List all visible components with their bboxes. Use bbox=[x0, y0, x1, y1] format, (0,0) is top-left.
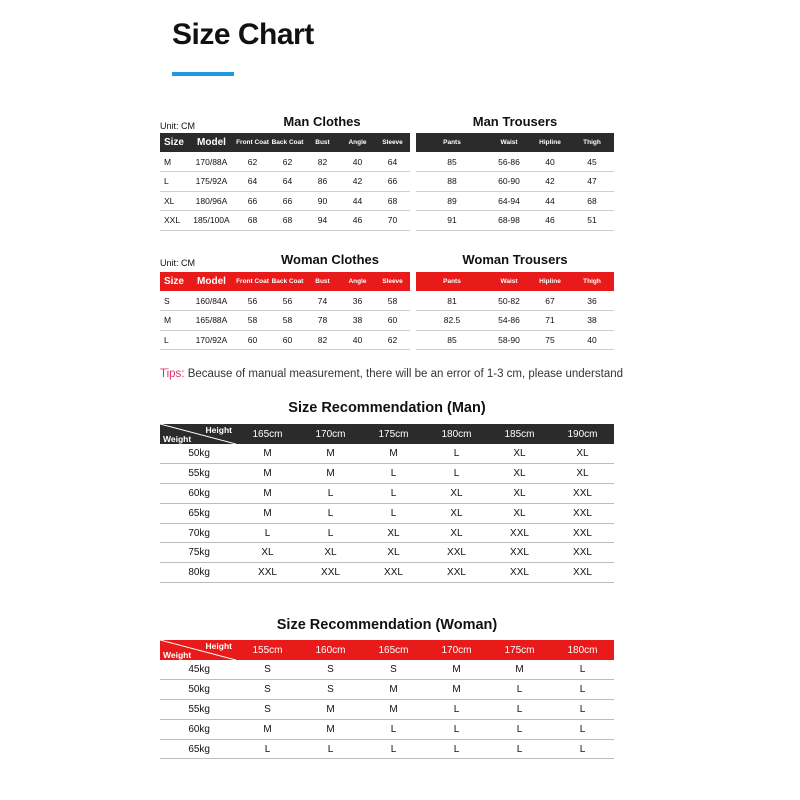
size-cell: M bbox=[362, 680, 425, 700]
table-cell: 42 bbox=[530, 172, 570, 192]
size-cell: XXL bbox=[551, 503, 614, 523]
table-cell: 64-94 bbox=[488, 191, 530, 211]
column-header: Pants bbox=[416, 133, 488, 152]
size-cell: L bbox=[425, 700, 488, 720]
size-cell: M bbox=[362, 700, 425, 720]
size-cell: M bbox=[362, 444, 425, 464]
table-cell: 68 bbox=[235, 211, 270, 231]
size-cell: L bbox=[488, 680, 551, 700]
table-cell: 58 bbox=[235, 311, 270, 331]
table-cell: 46 bbox=[530, 211, 570, 231]
table-row bbox=[416, 152, 614, 172]
column-header: Front Coat bbox=[235, 133, 270, 152]
size-cell: L bbox=[425, 719, 488, 739]
table-header-row bbox=[160, 640, 614, 660]
weight-label: Weight bbox=[163, 434, 192, 444]
column-header: Hipline bbox=[530, 272, 570, 291]
weight-cell: 60kg bbox=[160, 484, 236, 504]
column-header: Back Coat bbox=[270, 272, 305, 291]
table-row bbox=[160, 719, 614, 739]
table-row bbox=[160, 444, 614, 464]
table-row bbox=[160, 700, 614, 720]
weight-cell: 65kg bbox=[160, 739, 236, 759]
size-cell: XL bbox=[488, 444, 551, 464]
height-header: 165cm bbox=[362, 640, 425, 660]
size-cell: L bbox=[236, 739, 299, 759]
table-cell: 85 bbox=[416, 330, 488, 350]
size-cell: M bbox=[425, 680, 488, 700]
size-cell: L bbox=[551, 739, 614, 759]
woman-clothes-table bbox=[160, 272, 410, 350]
size-cell: M bbox=[236, 719, 299, 739]
table-cell: 60 bbox=[235, 330, 270, 350]
table-cell: 62 bbox=[375, 330, 410, 350]
size-cell: L bbox=[362, 503, 425, 523]
column-header: Angle bbox=[340, 272, 375, 291]
size-cell: M bbox=[299, 700, 362, 720]
height-header: 180cm bbox=[551, 640, 614, 660]
table-cell: 180/96A bbox=[188, 191, 235, 211]
tips-text: Because of manual measurement, there will be an error of 1-3 cm, please understand bbox=[184, 368, 624, 380]
size-cell: M bbox=[425, 660, 488, 680]
size-cell: L bbox=[425, 464, 488, 484]
size-cell: L bbox=[488, 700, 551, 720]
size-cell: S bbox=[236, 660, 299, 680]
column-header: Waist bbox=[488, 133, 530, 152]
table-cell: S bbox=[160, 291, 188, 311]
rec-woman-title: Size Recommendation (Woman) bbox=[276, 617, 498, 633]
table-cell: 40 bbox=[530, 152, 570, 172]
weight-cell: 55kg bbox=[160, 464, 236, 484]
size-cell: XL bbox=[425, 484, 488, 504]
size-cell: L bbox=[425, 444, 488, 464]
tips-label: Tips: bbox=[160, 368, 185, 380]
table-cell: 91 bbox=[416, 211, 488, 231]
height-weight-corner bbox=[160, 640, 236, 660]
table-row bbox=[160, 680, 614, 700]
column-header: Angle bbox=[340, 133, 375, 152]
table-row bbox=[160, 484, 614, 504]
size-cell: S bbox=[236, 680, 299, 700]
table-cell: 46 bbox=[340, 211, 375, 231]
weight-cell: 70kg bbox=[160, 523, 236, 543]
size-cell: XL bbox=[362, 543, 425, 563]
height-header: 175cm bbox=[362, 424, 425, 444]
column-header: Front Coat bbox=[235, 272, 270, 291]
table-cell: XL bbox=[160, 191, 188, 211]
size-cell: XXL bbox=[236, 563, 299, 583]
table-cell: 165/88A bbox=[188, 311, 235, 331]
table-cell: L bbox=[160, 172, 188, 192]
table-cell: 40 bbox=[570, 330, 614, 350]
table-cell: 36 bbox=[340, 291, 375, 311]
table-cell: 60-90 bbox=[488, 172, 530, 192]
table-cell: 170/92A bbox=[188, 330, 235, 350]
column-header: Bust bbox=[305, 272, 340, 291]
size-cell: XL bbox=[488, 484, 551, 504]
size-cell: L bbox=[362, 719, 425, 739]
table-cell: 64 bbox=[235, 172, 270, 192]
table-cell: 56-86 bbox=[488, 152, 530, 172]
table-row bbox=[160, 523, 614, 543]
table-row bbox=[416, 330, 614, 350]
size-cell: M bbox=[488, 660, 551, 680]
size-cell: XL bbox=[236, 543, 299, 563]
height-label: Height bbox=[205, 425, 232, 435]
size-cell: XXL bbox=[362, 563, 425, 583]
weight-cell: 60kg bbox=[160, 719, 236, 739]
table-cell: 56 bbox=[270, 291, 305, 311]
size-cell: XL bbox=[425, 503, 488, 523]
size-cell: L bbox=[551, 660, 614, 680]
table-cell: 75 bbox=[530, 330, 570, 350]
table-row bbox=[160, 739, 614, 759]
table-row bbox=[160, 291, 410, 311]
size-cell: M bbox=[236, 484, 299, 504]
height-header: 180cm bbox=[425, 424, 488, 444]
table-row bbox=[160, 503, 614, 523]
man-clothes-table bbox=[160, 133, 410, 231]
table-cell: 40 bbox=[340, 152, 375, 172]
rec-man-table bbox=[160, 424, 614, 583]
table-row bbox=[416, 191, 614, 211]
size-cell: XXL bbox=[488, 523, 551, 543]
size-cell: M bbox=[236, 503, 299, 523]
table-row bbox=[160, 152, 410, 172]
column-header: Hipline bbox=[530, 133, 570, 152]
column-header: Thigh bbox=[570, 133, 614, 152]
weight-cell: 50kg bbox=[160, 680, 236, 700]
table-cell: 56 bbox=[235, 291, 270, 311]
table-row bbox=[160, 172, 410, 192]
table-cell: 60 bbox=[375, 311, 410, 331]
table-header-row bbox=[416, 272, 614, 291]
table-cell: 78 bbox=[305, 311, 340, 331]
rec-man-title: Size Recommendation (Man) bbox=[288, 400, 486, 416]
table-cell: 44 bbox=[530, 191, 570, 211]
table-cell: 60 bbox=[270, 330, 305, 350]
table-cell: 64 bbox=[270, 172, 305, 192]
size-cell: L bbox=[236, 523, 299, 543]
table-cell: 68 bbox=[570, 191, 614, 211]
table-cell: 175/92A bbox=[188, 172, 235, 192]
size-cell: XL bbox=[362, 523, 425, 543]
column-header: Bust bbox=[305, 133, 340, 152]
table-cell: 82 bbox=[305, 330, 340, 350]
table-cell: 62 bbox=[235, 152, 270, 172]
unit-label-woman: Unit: CM bbox=[160, 258, 196, 268]
table-cell: 44 bbox=[340, 191, 375, 211]
table-header-row bbox=[160, 272, 410, 291]
size-cell: XXL bbox=[488, 543, 551, 563]
table-row bbox=[416, 211, 614, 231]
table-cell: 70 bbox=[375, 211, 410, 231]
size-cell: XL bbox=[299, 543, 362, 563]
table-cell: 85 bbox=[416, 152, 488, 172]
height-header: 190cm bbox=[551, 424, 614, 444]
table-row bbox=[160, 660, 614, 680]
size-cell: L bbox=[551, 700, 614, 720]
woman-clothes-title: Woman Clothes bbox=[281, 252, 379, 267]
table-row bbox=[416, 291, 614, 311]
height-header: 170cm bbox=[299, 424, 362, 444]
table-cell: 58 bbox=[375, 291, 410, 311]
size-cell: XL bbox=[551, 444, 614, 464]
rec-woman-table bbox=[160, 640, 614, 759]
column-header: Pants bbox=[416, 272, 488, 291]
table-cell: 45 bbox=[570, 152, 614, 172]
table-cell: 94 bbox=[305, 211, 340, 231]
column-header: Waist bbox=[488, 272, 530, 291]
column-header: Back Coat bbox=[270, 133, 305, 152]
woman-trousers-title: Woman Trousers bbox=[462, 252, 568, 267]
size-cell: M bbox=[299, 464, 362, 484]
column-header: Model bbox=[188, 272, 235, 291]
title-underline bbox=[172, 72, 234, 76]
column-header: Thigh bbox=[570, 272, 614, 291]
table-cell: 160/84A bbox=[188, 291, 235, 311]
size-cell: S bbox=[362, 660, 425, 680]
size-cell: S bbox=[299, 680, 362, 700]
size-cell: L bbox=[488, 719, 551, 739]
table-cell: 81 bbox=[416, 291, 488, 311]
table-cell: 64 bbox=[375, 152, 410, 172]
weight-cell: 45kg bbox=[160, 660, 236, 680]
table-cell: XXL bbox=[160, 211, 188, 231]
table-cell: 58-90 bbox=[488, 330, 530, 350]
weight-cell: 75kg bbox=[160, 543, 236, 563]
table-cell: 185/100A bbox=[188, 211, 235, 231]
size-cell: XL bbox=[425, 523, 488, 543]
size-cell: XXL bbox=[551, 563, 614, 583]
table-cell: L bbox=[160, 330, 188, 350]
size-cell: XXL bbox=[551, 543, 614, 563]
table-cell: 90 bbox=[305, 191, 340, 211]
table-row bbox=[160, 464, 614, 484]
column-header: Size bbox=[160, 133, 188, 152]
size-cell: M bbox=[236, 464, 299, 484]
column-header: Sleeve bbox=[375, 272, 410, 291]
table-cell: 51 bbox=[570, 211, 614, 231]
size-cell: XXL bbox=[299, 563, 362, 583]
table-row bbox=[160, 211, 410, 231]
size-cell: L bbox=[425, 739, 488, 759]
size-cell: M bbox=[299, 719, 362, 739]
height-header: 175cm bbox=[488, 640, 551, 660]
table-cell: 62 bbox=[270, 152, 305, 172]
size-cell: S bbox=[236, 700, 299, 720]
table-cell: 67 bbox=[530, 291, 570, 311]
table-cell: 38 bbox=[570, 311, 614, 331]
table-cell: 71 bbox=[530, 311, 570, 331]
size-cell: XL bbox=[488, 464, 551, 484]
column-header: Size bbox=[160, 272, 188, 291]
size-cell: L bbox=[299, 739, 362, 759]
column-header: Model bbox=[188, 133, 235, 152]
woman-trousers-table bbox=[416, 272, 614, 350]
height-header: 165cm bbox=[236, 424, 299, 444]
man-trousers-table bbox=[416, 133, 614, 231]
table-row bbox=[160, 311, 410, 331]
table-cell: 88 bbox=[416, 172, 488, 192]
table-cell: 58 bbox=[270, 311, 305, 331]
size-cell: M bbox=[236, 444, 299, 464]
table-cell: 47 bbox=[570, 172, 614, 192]
tips-note bbox=[160, 368, 623, 380]
table-header-row bbox=[160, 424, 614, 444]
table-row bbox=[160, 191, 410, 211]
size-cell: L bbox=[362, 464, 425, 484]
height-weight-corner bbox=[160, 424, 236, 444]
page-title: Size Chart bbox=[172, 18, 314, 51]
size-cell: XXL bbox=[551, 523, 614, 543]
size-cell: XXL bbox=[551, 484, 614, 504]
table-header-row bbox=[416, 133, 614, 152]
table-header-row bbox=[160, 133, 410, 152]
height-header: 160cm bbox=[299, 640, 362, 660]
size-cell: XXL bbox=[425, 563, 488, 583]
size-cell: L bbox=[299, 503, 362, 523]
table-cell: 89 bbox=[416, 191, 488, 211]
size-cell: XL bbox=[551, 464, 614, 484]
table-cell: 74 bbox=[305, 291, 340, 311]
table-cell: 50-82 bbox=[488, 291, 530, 311]
table-cell: 86 bbox=[305, 172, 340, 192]
table-cell: M bbox=[160, 311, 188, 331]
table-cell: 82.5 bbox=[416, 311, 488, 331]
weight-cell: 65kg bbox=[160, 503, 236, 523]
weight-cell: 55kg bbox=[160, 700, 236, 720]
weight-cell: 50kg bbox=[160, 444, 236, 464]
table-cell: 68 bbox=[270, 211, 305, 231]
size-cell: XL bbox=[488, 503, 551, 523]
size-cell: L bbox=[299, 484, 362, 504]
table-cell: 42 bbox=[340, 172, 375, 192]
size-cell: L bbox=[362, 739, 425, 759]
table-cell: 68-98 bbox=[488, 211, 530, 231]
table-cell: 170/88A bbox=[188, 152, 235, 172]
table-cell: 36 bbox=[570, 291, 614, 311]
table-row bbox=[160, 330, 410, 350]
table-cell: 38 bbox=[340, 311, 375, 331]
table-cell: 66 bbox=[235, 191, 270, 211]
table-cell: 68 bbox=[375, 191, 410, 211]
height-header: 170cm bbox=[425, 640, 488, 660]
column-header: Sleeve bbox=[375, 133, 410, 152]
unit-label-man: Unit: CM bbox=[160, 121, 196, 131]
table-cell: M bbox=[160, 152, 188, 172]
man-trousers-title: Man Trousers bbox=[472, 114, 558, 129]
size-cell: L bbox=[488, 739, 551, 759]
size-cell: XXL bbox=[488, 563, 551, 583]
weight-cell: 80kg bbox=[160, 563, 236, 583]
height-header: 185cm bbox=[488, 424, 551, 444]
height-label: Height bbox=[205, 641, 232, 651]
table-row bbox=[160, 543, 614, 563]
table-cell: 66 bbox=[375, 172, 410, 192]
table-row bbox=[416, 311, 614, 331]
height-header: 155cm bbox=[236, 640, 299, 660]
size-cell: L bbox=[551, 680, 614, 700]
size-cell: XXL bbox=[425, 543, 488, 563]
size-cell: L bbox=[551, 719, 614, 739]
size-cell: L bbox=[299, 523, 362, 543]
size-cell: L bbox=[362, 484, 425, 504]
table-cell: 66 bbox=[270, 191, 305, 211]
size-cell: S bbox=[299, 660, 362, 680]
man-clothes-title: Man Clothes bbox=[283, 114, 361, 129]
table-cell: 82 bbox=[305, 152, 340, 172]
table-row bbox=[416, 172, 614, 192]
table-row bbox=[160, 563, 614, 583]
table-cell: 40 bbox=[340, 330, 375, 350]
table-cell: 54-86 bbox=[488, 311, 530, 331]
size-cell: M bbox=[299, 444, 362, 464]
weight-label: Weight bbox=[163, 650, 192, 660]
